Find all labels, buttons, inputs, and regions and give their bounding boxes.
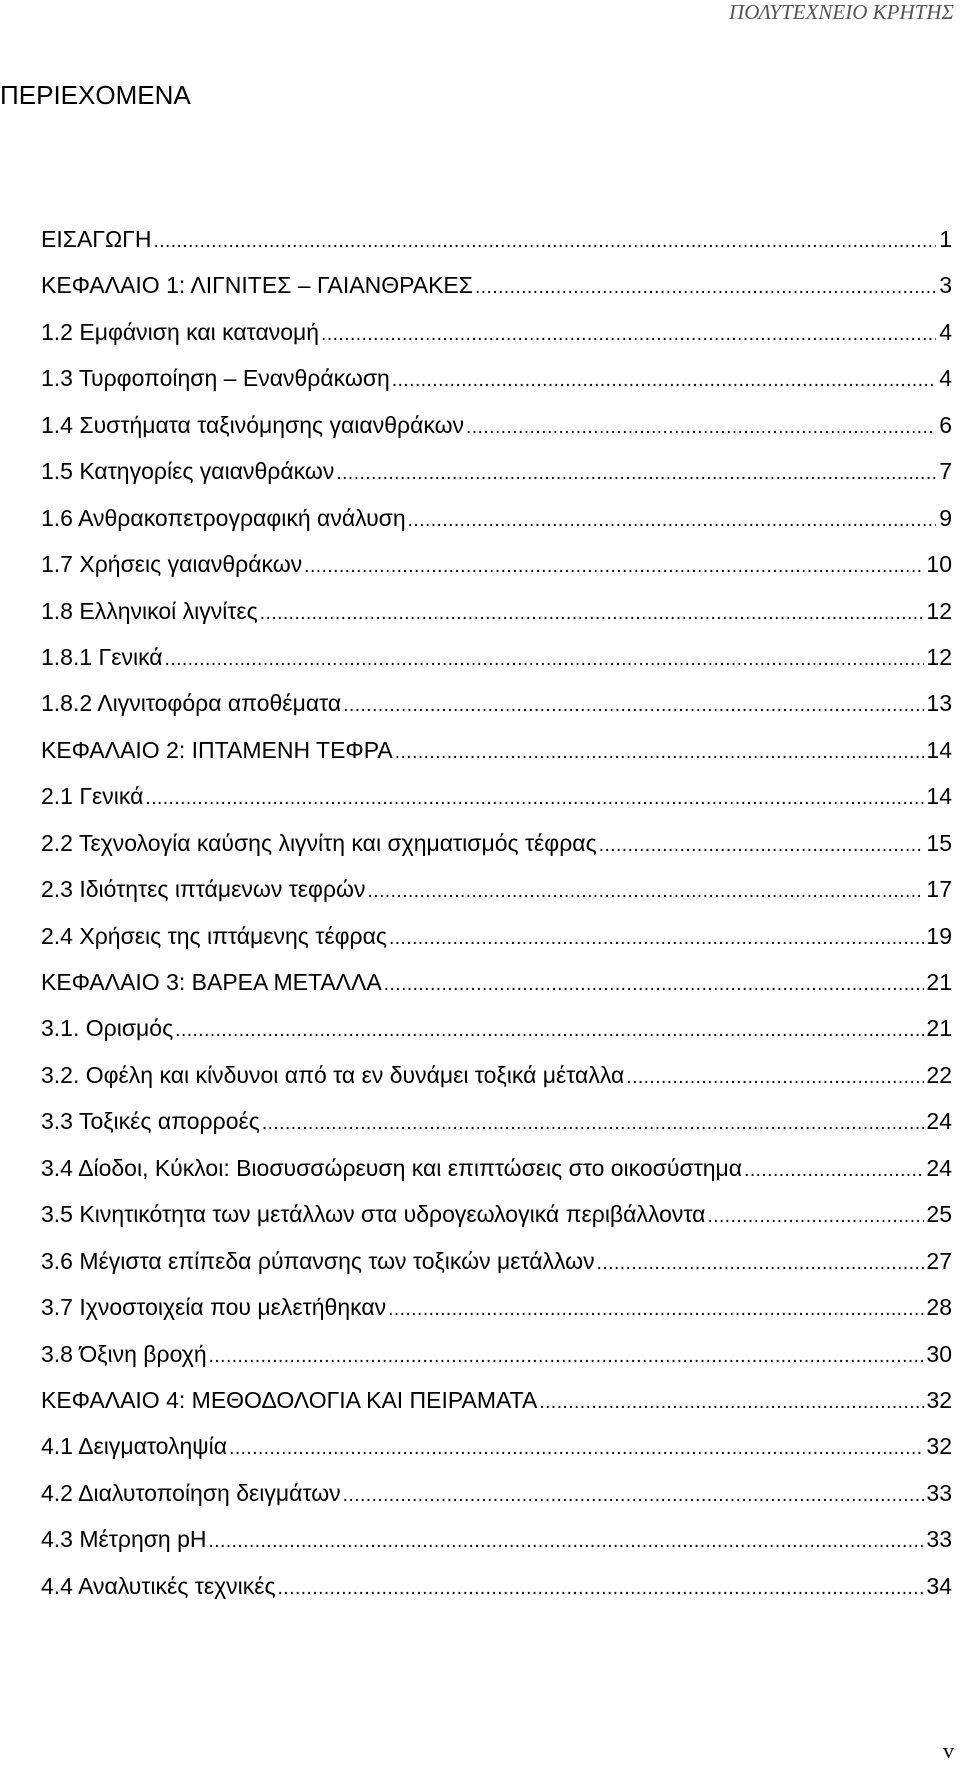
table-of-contents [41,216,952,1609]
toc-dot-leader [175,1008,924,1054]
toc-entry[interactable] [41,1516,952,1562]
toc-entry-page: 6 [939,411,952,438]
toc-entry-page: 33 [926,1526,952,1553]
toc-entry[interactable] [41,495,952,541]
toc-dot-leader [395,730,925,776]
toc-dot-leader [408,498,936,544]
toc-entry-page: 12 [926,597,952,624]
toc-entry[interactable] [41,309,952,355]
toc-dot-leader [384,962,925,1008]
toc-entry[interactable] [41,1284,952,1330]
toc-entry[interactable] [41,1331,952,1377]
toc-entry[interactable] [41,1005,952,1051]
toc-entry-title: ΚΕΦΑΛΑΙΟ 2: ΙΠΤΑΜΕΝΗ ΤΕΦΡΑ [41,736,393,763]
toc-entry-page: 33 [926,1479,952,1506]
toc-entry[interactable] [41,866,952,912]
toc-dot-leader [744,1148,924,1194]
toc-entry-page: 27 [926,1247,952,1274]
toc-entry-title: 3.2. Οφέλη και κίνδυνοι από τα εν δυνάμει τοξικά μέταλλα [41,1061,625,1088]
toc-entry-page: 25 [926,1201,952,1228]
toc-entry-title: 3.3 Τοξικές απορροές [41,1108,260,1135]
toc-entry-page: 30 [926,1340,952,1367]
toc-dot-leader [336,451,936,497]
toc-entry-page: 24 [926,1154,952,1181]
toc-entry-page: 7 [939,458,952,485]
toc-dot-leader [260,591,925,637]
toc-dot-leader [165,637,925,683]
toc-entry-title: ΕΙΣΑΓΩΓΗ [41,226,152,252]
toc-entry-title: 4.1 Δειγματοληψία [41,1433,228,1460]
toc-dot-leader [539,1380,924,1426]
toc-dot-leader [466,405,936,451]
toc-dot-leader [389,916,924,962]
toc-entry-title: 4.3 Μέτρηση pH [41,1526,207,1553]
toc-entry-title: 4.2 Διαλυτοποίηση δειγμάτων [41,1479,341,1506]
toc-dot-leader [304,544,924,590]
toc-entry-page: 19 [926,922,952,949]
toc-entry-page: 22 [926,1061,952,1088]
toc-entry[interactable] [41,541,952,587]
toc-dot-leader [626,1055,924,1101]
toc-entry-page: 3 [939,272,952,299]
toc-entry[interactable] [41,1470,952,1516]
toc-entry-page: 14 [926,783,952,810]
toc-entry-title: 2.4 Χρήσεις της ιπτάμενης τέφρας [41,922,387,949]
toc-entry-page: 21 [926,969,952,995]
toc-entry[interactable] [41,1423,952,1469]
toc-entry-title: 1.5 Κατηγορίες γαιανθράκων [41,458,335,485]
toc-entry-title: 1.8 Ελληνικοί λιγνίτες [41,597,258,624]
toc-entry[interactable] [41,820,952,866]
toc-entry[interactable] [41,588,952,634]
toc-entry-page: 9 [939,504,952,531]
toc-entry[interactable] [41,1377,952,1423]
toc-entry-page: 14 [926,736,952,763]
toc-dot-leader [343,683,924,729]
toc-entry[interactable] [41,913,952,959]
toc-entry-title: 1.4 Συστήματα ταξινόμησης γαιανθράκων [41,411,465,438]
toc-entry-title: 3.4 Δίοδοι, Κύκλοι: Βιοσυσσώρευση και επιπτώσεις στο οικοσύστημα [41,1154,743,1181]
page-title: ΠΕΡΙΕΧΟΜΕΝΑ [0,80,191,110]
toc-entry[interactable] [41,727,952,773]
toc-entry-title: 1.6 Ανθρακοπετρογραφική ανάλυση [41,504,406,531]
toc-entry[interactable] [41,1563,952,1609]
toc-dot-leader [388,1287,924,1333]
toc-dot-leader [475,265,936,311]
toc-entry[interactable] [41,262,952,308]
toc-entry-title: 3.5 Κινητικότητα των μετάλλων στα υδρογεωλογικά περιβάλλοντα [41,1201,706,1228]
toc-entry[interactable] [41,448,952,494]
toc-dot-leader [707,1194,924,1240]
toc-entry-page: 15 [926,829,952,856]
toc-entry-page: 32 [926,1433,952,1460]
toc-dot-leader [229,1426,924,1472]
toc-dot-leader [343,1473,925,1519]
toc-dot-leader [145,776,924,822]
toc-entry[interactable] [41,216,952,262]
toc-entry-title: 1.8.1 Γενικά [41,643,163,670]
toc-dot-leader [597,1241,925,1287]
toc-entry-page: 12 [926,643,952,670]
toc-entry-page: 1 [939,226,952,252]
toc-entry[interactable] [41,1052,952,1098]
toc-entry-title: ΚΕΦΑΛΑΙΟ 3: ΒΑΡΕΑ ΜΕΤΑΛΛΑ [41,969,382,995]
toc-entry-title: 1.2 Εμφάνιση και κατανομή [41,318,320,345]
toc-entry-page: 24 [926,1108,952,1135]
toc-entry-title: 4.4 Αναλυτικές τεχνικές [41,1572,276,1599]
toc-entry[interactable] [41,1191,952,1237]
toc-dot-leader [278,1566,925,1612]
toc-entry-title: 2.3 Ιδιότητες ιπτάμενων τεφρών [41,876,366,903]
toc-entry-title: ΚΕΦΑΛΑΙΟ 4: ΜΕΘΟΔΟΛΟΓΙΑ ΚΑΙ ΠΕΙΡΑΜΑΤΑ [41,1386,538,1413]
toc-entry-title: 3.7 Ιχνοστοιχεία που μελετήθηκαν [41,1294,387,1321]
toc-entry-page: 10 [926,551,952,578]
toc-entry[interactable] [41,1238,952,1284]
toc-entry-page: 21 [926,1015,952,1042]
toc-dot-leader [368,869,925,915]
toc-entry-page: 13 [926,690,952,717]
toc-entry-title: 1.8.2 Λιγνιτοφόρα αποθέματα [41,690,342,717]
toc-entry[interactable] [41,402,952,448]
toc-entry-title: 1.7 Χρήσεις γαιανθράκων [41,551,303,578]
toc-entry-page: 32 [926,1386,952,1413]
toc-entry-title: ΚΕΦΑΛΑΙΟ 1: ΛΙΓΝΙΤΕΣ – ΓΑΙΑΝΘΡΑΚΕΣ [41,272,473,299]
toc-entry[interactable] [41,1145,952,1191]
toc-dot-leader [209,1519,925,1565]
toc-entry[interactable] [41,680,952,726]
toc-entry-title: 2.2 Τεχνολογία καύσης λιγνίτη και σχηματισμός τέφρας [41,829,597,856]
toc-entry-title: 1.3 Τυρφοποίηση – Ενανθράκωση [41,365,390,392]
toc-entry-title: 2.1 Γενικά [41,783,144,810]
toc-entry-page: 4 [939,318,952,345]
toc-entry-page: 28 [926,1294,952,1321]
toc-entry-page: 17 [926,876,952,903]
toc-dot-leader [209,1334,925,1380]
toc-entry-title: 3.8 Όξινη βροχή [41,1340,207,1367]
toc-entry-title: 3.1. Ορισμός [41,1015,174,1042]
page-number: v [943,1738,954,1763]
toc-entry[interactable] [41,1098,952,1144]
running-header: ΠΟΛΥΤΕΧΝΕΙΟ ΚΡΗΤΗΣ [729,0,954,24]
toc-dot-leader [262,1101,925,1147]
toc-entry[interactable] [41,773,952,819]
toc-dot-leader [392,358,936,404]
toc-entry-title: 3.6 Μέγιστα επίπεδα ρύπανσης των τοξικών μετάλλων [41,1247,595,1274]
toc-dot-leader [321,312,936,358]
toc-entry[interactable] [41,959,952,1005]
toc-entry-page: 4 [939,365,952,392]
toc-entry[interactable] [41,634,952,680]
toc-dot-leader [599,823,925,869]
toc-entry-page: 34 [926,1572,952,1599]
toc-entry[interactable] [41,355,952,401]
toc-dot-leader [153,219,936,265]
